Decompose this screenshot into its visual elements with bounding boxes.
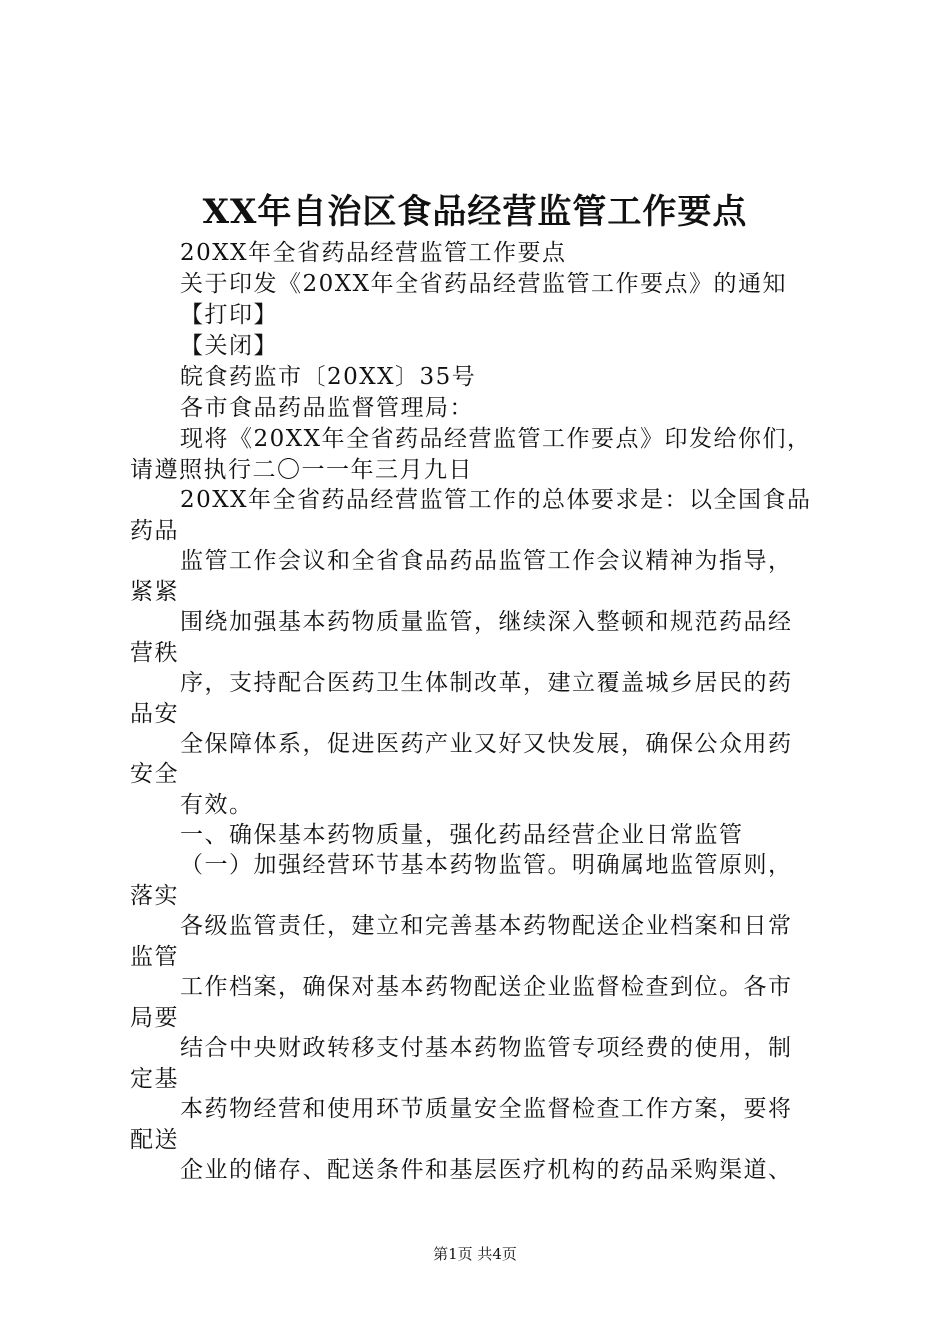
body-line: 配送: [130, 1127, 179, 1153]
body-line: 结合中央财政转移支付基本药物监管专项经费的使用，制: [180, 1035, 793, 1061]
page-number: 第1页 共4页: [433, 1245, 517, 1263]
document-title: XX年自治区食品经营监管工作要点: [202, 192, 748, 232]
body-line: 全保障体系，促进医药产业又好又快发展，确保公众用药: [180, 731, 793, 757]
body-line: 请遵照执行二〇一一年三月九日: [130, 457, 473, 483]
body-line: 局要: [130, 1005, 179, 1031]
body-line: 各级监管责任，建立和完善基本药物配送企业档案和日常: [180, 913, 793, 939]
body-line: （一）加强经营环节基本药物监管。明确属地监管原则，: [180, 852, 793, 878]
body-line: 药品: [130, 518, 179, 544]
body-line: 监管: [130, 944, 179, 970]
body-line: 【关闭】: [180, 333, 278, 359]
body-line: 20XX年全省药品经营监管工作要点: [180, 240, 567, 266]
body-line: 落实: [130, 883, 179, 909]
section-heading: 一、确保基本药物质量，强化药品经营企业日常监管: [180, 822, 744, 848]
body-line: 安全: [130, 761, 179, 787]
body-line: 序，支持配合医药卫生体制改革，建立覆盖城乡居民的药: [180, 670, 793, 696]
body-line: 工作档案，确保对基本药物配送企业监督检查到位。各市: [180, 974, 793, 1000]
body-line: 紧紧: [130, 579, 179, 605]
body-line: 关于印发《20XX年全省药品经营监管工作要点》的通知: [180, 271, 788, 297]
body-line: 有效。: [180, 792, 254, 818]
body-line: 企业的储存、配送条件和基层医疗机构的药品采购渠道、: [180, 1157, 793, 1183]
body-line: 围绕加强基本药物质量监管，继续深入整顿和规范药品经: [180, 609, 793, 635]
body-line: 皖食药监市〔20XX〕35号: [180, 364, 477, 390]
body-line: 监管工作会议和全省食品药品监管工作会议精神为指导，: [180, 548, 793, 574]
body-line: 营秩: [130, 640, 179, 666]
body-line: 定基: [130, 1066, 179, 1092]
body-line: 品安: [130, 701, 179, 727]
body-line: 【打印】: [180, 302, 278, 328]
body-line: 现将《20XX年全省药品经营监管工作要点》印发给你们，: [180, 426, 812, 452]
body-line: 各市食品药品监督管理局：: [180, 395, 474, 421]
body-line: 20XX年全省药品经营监管工作的总体要求是：以全国食品: [180, 487, 812, 513]
body-line: 本药物经营和使用环节质量安全监督检查工作方案，要将: [180, 1096, 793, 1122]
